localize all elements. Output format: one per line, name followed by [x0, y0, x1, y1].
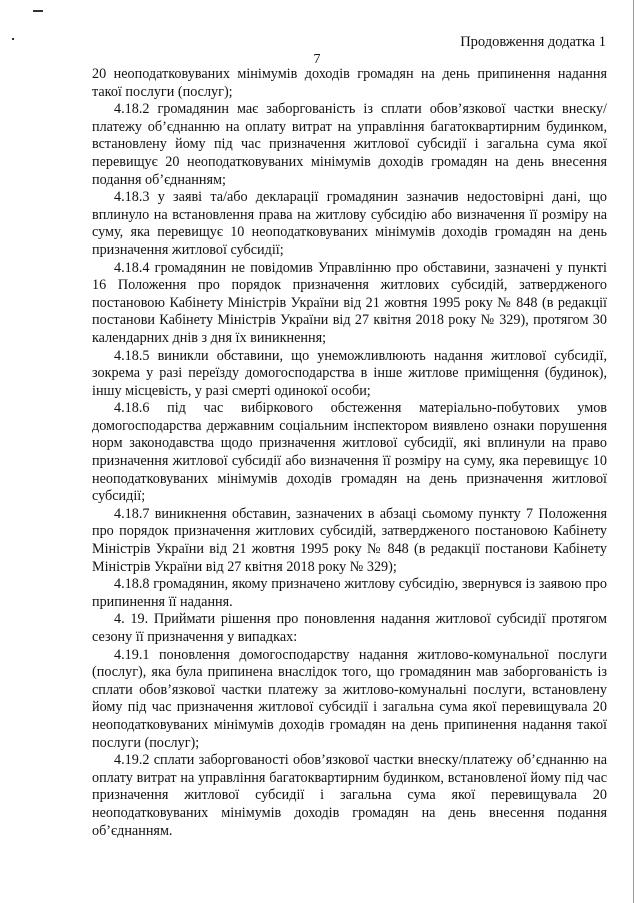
scan-artifact [12, 38, 14, 40]
appendix-continuation-header: Продовження додатка 1 [460, 34, 606, 50]
scan-artifact [33, 10, 43, 12]
paragraph-4-19-1: 4.19.1 поновлення домогосподарству надання житлово-комунальної послуги (послуг), яка була припинена внаслідок того, що громадянин мав заборгованість із сплати обов’язкової частки платежу за житлово-комунальні послуги, встановлену йому під час призначення житлової субсидії і загальна сума якої перевищувала 20 неоподатковуваних мінімумів доходів громадян на день припинення надання такої послуги (послуг); [92, 646, 607, 751]
paragraph-4-18-7: 4.18.7 виникнення обставин, зазначених в абзаці сьомому пункту 7 Положення про порядок призначення житлових субсидій, затвердженого постановою Кабінету Міністрів України від 21 жовтня 1995 року № 848 (в редакції постанови Кабінету Міністрів України від 27 квітня 2018 року № 329); [92, 505, 607, 575]
paragraph-4-19-2: 4.19.2 сплати заборгованості обов’язкової частки внеску/платежу об’єднанню на оплату витрат на управління багатоквартирним будинком, встановленої йому під час призначення житлової субсидії і загальна сума якої перевищувала 20 неоподатковуваних мінімумів доходів громадян на день внесення подання об’єднанням. [92, 752, 607, 839]
paragraph-4-18-8: 4.18.8 громадянин, якому призначено житлову субсидію, звернувся із заявою про припинення її надання. [92, 576, 607, 610]
document-body [92, 66, 607, 840]
paragraph-4-18-5: 4.18.5 виникли обставини, що унеможливлюють надання житлової субсидії, зокрема у разі переїзду домогосподарства в інше житлове приміщення (будинок), іншу місцевість, у разі смерті одинокої особи; [92, 347, 607, 399]
paragraph-4-19: 4. 19. Приймати рішення про поновлення надання житлової субсидії протягом сезону її призначення у випадках: [92, 611, 607, 645]
paragraph-4-18-6: 4.18.6 під час вибіркового обстеження матеріально-побутових умов домогосподарства державним соціальним інспектором виявлено ознаки порушення норм законодавства щодо призначення житлової субсидії, які вплинули на право призначення житлової субсидії або визначення її розміру на суму, яка перевищує 10 неоподатковуваних мінімумів доходів громадян на день призначення житлової субсидії; [92, 400, 607, 505]
page-number: 7 [313, 52, 321, 67]
paragraph-4-18-3: 4.18.3 у заяві та/або декларації громадянин зазначив недостовірні дані, що вплинуло на встановлення права на житлову субсидію або визначення її розміру на суму, яка перевищує 10 неоподатковуваних мінімумів доходів громадян на день призначення житлової субсидії; [92, 189, 607, 258]
paragraph-4-18-4: 4.18.4 громадянин не повідомив Управлінню про обставини, зазначені у пункті 16 Положення про порядок призначення житлових субсидій, затвердженого постановою Кабінету Міністрів України від 21 жовтня 1995 року № 848 (в редакції постанови Кабінету Міністрів України від 27 квітня 2018 року № 329), протягом 30 календарних днів з дня їх виникнення; [92, 259, 607, 346]
paragraph-continuation: 20 неоподатковуваних мінімумів доходів громадян на день припинення надання такої послуги (послуг); [92, 66, 607, 100]
paragraph-4-18-2: 4.18.2 громадянин має заборгованість із сплати обов’язкової частки внеску/платежу об’єднанню на оплату витрат на управління багатоквартирним будинком, встановлену йому під час призначення житлової субсидії і загальна сума якої перевищує 20 неоподатковуваних мінімумів доходів громадян на день внесення подання об’єднанням; [92, 101, 607, 188]
